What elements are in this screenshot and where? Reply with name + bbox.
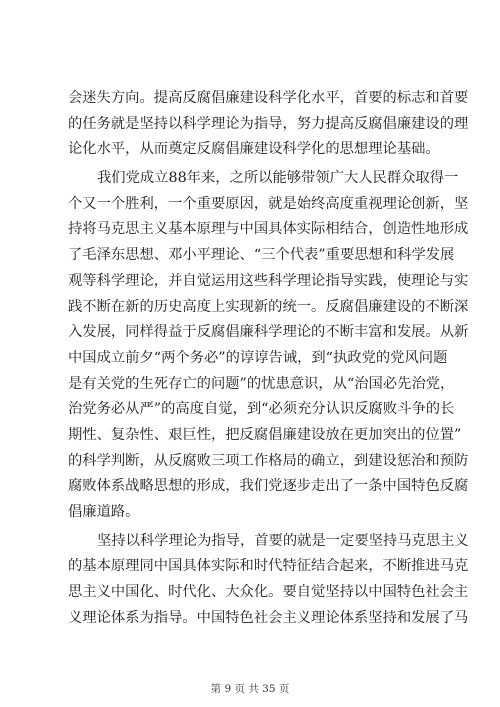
text-line: 的科学判断，从反腐败三项工作格局的确立，到建设惩治和预防 [68, 452, 469, 469]
text-line: 治党务必从严”的高度自觉，到“必须充分认识反腐败斗争的长 [68, 401, 455, 418]
page-number-footer: 第 9 页 共 35 页 [210, 683, 290, 695]
paragraph [68, 166, 469, 526]
text-line: 腐败体系战略思想的形成，我们党逐步走出了一条中国特色反腐 [68, 478, 469, 495]
text-line: 中国成立前夕“两个务必”的谆谆告诫，到“执政党的党风问题 [68, 349, 448, 366]
text-line: 思主义中国化、时代化、大众化。要自觉坚持以中国特色社会主 [68, 584, 469, 601]
text-line: 的基本原理同中国具体实际和时代特征结合起来，不断推进马克 [68, 558, 469, 575]
text-line: 是有关党的生死存亡的问题”的忧患意识，从“治国必先治党， [68, 375, 455, 392]
text-line: 持将马克思主义基本原理与中国具体实际相结合，创造性地形成 [68, 221, 469, 238]
text-line: 的任务就是坚持以科学理论为指导，努力提高反腐倡廉建设的理 [68, 115, 469, 132]
text-line: 论化水平，从而奠定反腐倡廉建设科学化的思想理论基础。 [68, 141, 440, 158]
text-line: 会迷失方向。提高反腐倡廉建设科学化水平，首要的标志和首要 [68, 90, 469, 106]
text-line: 坚持以科学理论为指导，首要的就是一定要坚持马克思主义 [97, 532, 469, 549]
text-line: 了毛泽东思想、邓小平理论、“三个代表”重要思想和科学发展 [68, 247, 455, 264]
text-line: 入发展，同样得益于反腐倡廉科学理论的不断丰富和发展。从新 [68, 324, 469, 341]
text-line: 义理论体系为指导。中国特色社会主义理论体系坚持和发展了马 [68, 609, 469, 626]
paragraph [68, 529, 469, 632]
text-line: 践不断在新的历史高度上实现新的统一。反腐倡廉建设的不断深 [68, 298, 469, 315]
text-line: 观等科学理论，并自觉运用这些科学理论指导实践，使理论与实 [68, 272, 469, 289]
text-line: 个又一个胜利，一个重要原因，就是始终高度重视理论创新，坚 [68, 195, 469, 212]
text-line: 倡廉道路。 [68, 504, 140, 520]
paragraph [68, 86, 469, 163]
text-line: 期性、复杂性、艰巨性，把反腐倡廉建设放在更加突出的位置” [68, 426, 462, 443]
body-text [68, 86, 469, 631]
text-line: 我们党成立88年来，之所以能够带领广大人民群众取得一 [97, 170, 459, 187]
